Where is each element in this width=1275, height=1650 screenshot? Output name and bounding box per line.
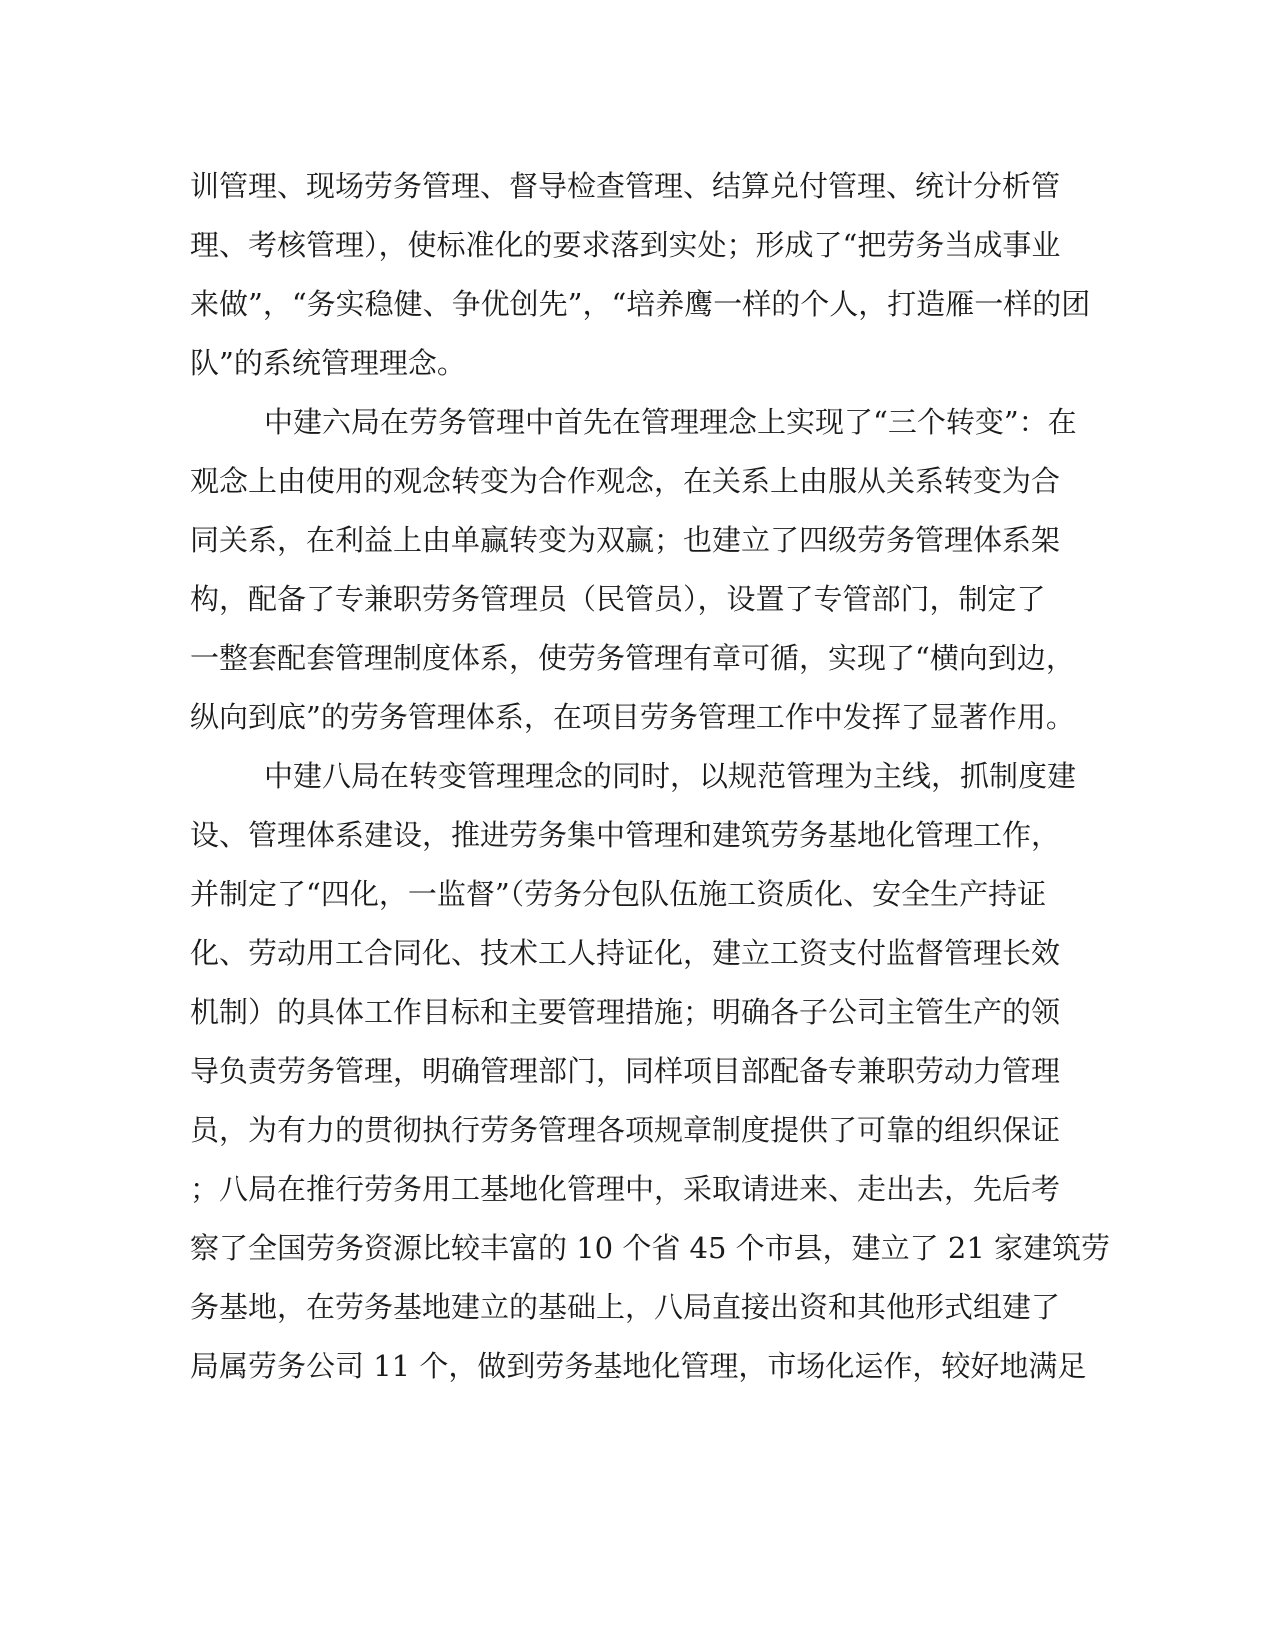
text-line: 化、劳动用工合同化、技术工人持证化，建立工资支付监督管理长效: [190, 936, 1061, 970]
text-line: 机制）的具体工作目标和主要管理措施；明确各子公司主管生产的领: [190, 995, 1061, 1029]
text-line: 同关系，在利益上由单赢转变为双赢；也建立了四级劳务管理体系架: [190, 523, 1061, 557]
text-line: 察了全国劳务资源比较丰富的 10 个省 45 个市县，建立了 21 家建筑劳: [190, 1231, 1111, 1265]
document-body: [190, 157, 1111, 1396]
text-line: 一整套配套管理制度体系，使劳务管理有章可循，实现了“横向到边，: [190, 641, 1075, 675]
text-line: 导负责劳务管理，明确管理部门，同样项目部配备专兼职劳动力管理: [190, 1054, 1061, 1088]
text-line: 员，为有力的贯彻执行劳务管理各项规章制度提供了可靠的组织保证: [190, 1113, 1061, 1147]
text-line: 纵向到底”的劳务管理体系，在项目劳务管理工作中发挥了显著作用。: [190, 700, 1075, 734]
text-line: ；八局在推行劳务用工基地化管理中，采取请进来、走出去，先后考: [190, 1172, 1061, 1206]
text-line: 务基地，在劳务基地建立的基础上，八局直接出资和其他形式组建了: [190, 1290, 1061, 1324]
text-line: 来做”，“务实稳健、争优创先”，“培养鹰一样的个人，打造雁一样的团: [190, 287, 1091, 321]
text-line: 构，配备了专兼职劳务管理员（民管员），设置了专管部门，制定了: [190, 582, 1046, 616]
paragraph-first-line: 中建六局在劳务管理中首先在管理理念上实现了“三个转变”：在: [264, 405, 1077, 439]
text-line: 理、考核管理），使标准化的要求落到实处；形成了“把劳务当成事业: [190, 228, 1061, 262]
text-line: 局属劳务公司 11 个，做到劳务基地化管理，市场化运作，较好地满足: [190, 1349, 1087, 1383]
text-line: 训管理、现场劳务管理、督导检查管理、结算兑付管理、统计分析管: [190, 169, 1061, 203]
text-line: 观念上由使用的观念转变为合作观念，在关系上由服从关系转变为合: [190, 464, 1061, 498]
text-line: 队”的系统管理理念。: [190, 346, 466, 380]
text-line: 并制定了“四化，一监督”（劳务分包队伍施工资质化、安全生产持证: [190, 877, 1047, 911]
text-line: 设、管理体系建设，推进劳务集中管理和建筑劳务基地化管理工作，: [190, 818, 1061, 852]
paragraph-first-line: 中建八局在转变管理理念的同时，以规范管理为主线，抓制度建: [264, 759, 1077, 793]
